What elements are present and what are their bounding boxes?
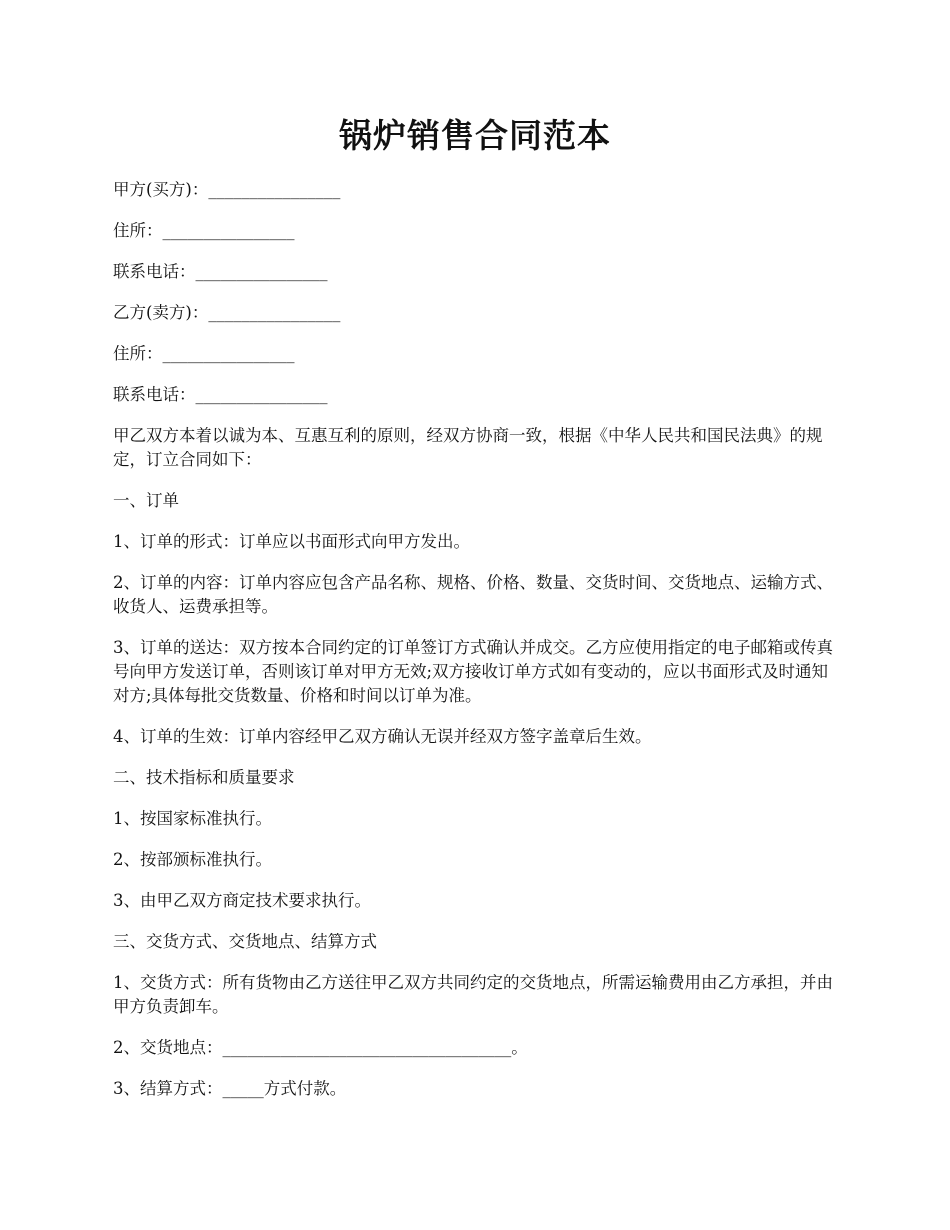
party-b-address: 住所：________________ xyxy=(113,344,295,363)
clause-settlement-method: 3、结算方式：_____方式付款。 xyxy=(113,1079,347,1098)
clause-delivery-location: 2、交货地点：___________________________________。 xyxy=(113,1038,528,1057)
clause-order-content: 2、订单的内容：订单内容应包含产品名称、规格、价格、数量、交货时间、交货地点、运输方式、收货人、运费承担等。 xyxy=(113,573,833,616)
section-heading-order: 一、订单 xyxy=(113,491,179,510)
clause-order-effective: 4、订单的生效：订单内容经甲乙双方确认无误并经双方签字盖章后生效。 xyxy=(113,727,652,746)
party-a-address: 住所：________________ xyxy=(113,221,295,240)
document-body xyxy=(113,178,843,1118)
party-b-name: 乙方(卖方)：________________ xyxy=(113,303,341,322)
preamble: 甲乙双方本着以诚为本、互惠互利的原则，经双方协商一致，根据《中华人民共和国民法典》的规定，订立合同如下： xyxy=(113,426,823,469)
clause-order-delivery: 3、订单的送达：双方按本合同约定的订单签订方式确认并成交。乙方应使用指定的电子邮箱或传真号向甲方发送订单，否则该订单对甲方无效;双方接收订单方式如有变动的，应以书面形式及时通知对方;具体每批交货数量、价格和时间以订单为准。 xyxy=(113,638,833,705)
clause-agreed-requirements: 3、由甲乙双方商定技术要求执行。 xyxy=(113,891,371,910)
clause-national-standard: 1、按国家标准执行。 xyxy=(113,809,272,828)
clause-ministry-standard: 2、按部颁标准执行。 xyxy=(113,850,272,869)
party-a-phone: 联系电话：________________ xyxy=(113,262,328,281)
section-heading-quality: 二、技术指标和质量要求 xyxy=(113,768,295,787)
section-heading-delivery: 三、交货方式、交货地点、结算方式 xyxy=(113,932,377,951)
party-a-name: 甲方(买方)：________________ xyxy=(113,180,341,199)
clause-delivery-method: 1、交货方式：所有货物由乙方送往甲乙双方共同约定的交货地点，所需运输费用由乙方承担，并由甲方负责卸车。 xyxy=(113,973,833,1016)
party-b-phone: 联系电话：________________ xyxy=(113,385,328,404)
document-title: 锅炉销售合同范本 xyxy=(339,116,611,155)
clause-order-form: 1、订单的形式：订单应以书面形式向甲方发出。 xyxy=(113,532,470,551)
